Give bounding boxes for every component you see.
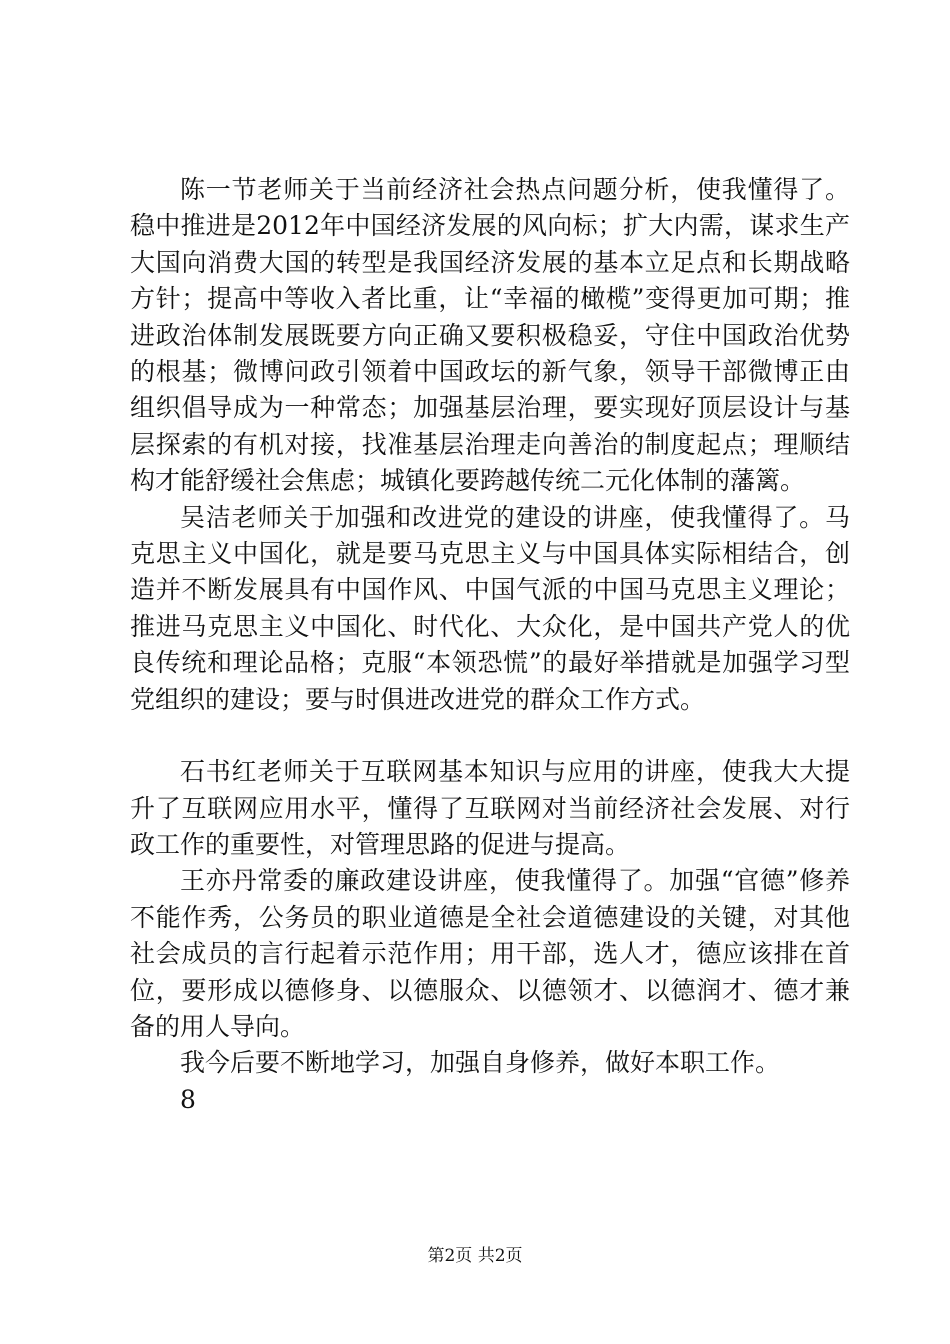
paragraph-wang-yidan: 王亦丹常委的廉政建设讲座，使我懂得了。加强“官德”修养不能作秀，公务员的职业道德是全社会道德建设的关键，对其他社会成员的言行起着示范作用；用干部，选人才，德应该排在首位，要形成以德修身、以德服众、以德领才、以德润才、德才兼备的用人导向。	[130, 866, 850, 1041]
page-footer: 第2页 共2页	[427, 1246, 523, 1266]
document-body	[130, 172, 850, 1118]
paragraph-wu-jie: 吴洁老师关于加强和改进党的建设的讲座，使我懂得了。马克思主义中国化，就是要马克思主义与中国具体实际相结合，创造并不断发展具有中国作风、中国气派的中国马克思主义理论；推进马克思主义中国化、时代化、大众化，是中国共产党人的优良传统和理论品格；克服“本领恐慌”的最好举措就是加强学习型党组织的建设；要与时俱进改进党的群众工作方式。	[130, 502, 850, 714]
paragraph-shi-shuhong: 石书红老师关于互联网基本知识与应用的讲座，使我大大提升了互联网应用水平，懂得了互联网对当前经济社会发展、对行政工作的重要性，对管理思路的促进与提高。	[130, 757, 850, 859]
paragraph-chen-yijie: 陈一节老师关于当前经济社会热点问题分析，使我懂得了。稳中推进是2012年中国经济发展的风向标；扩大内需，谋求生产大国向消费大国的转型是我国经济发展的基本立足点和长期战略方针；提高中等收入者比重，让“幸福的橄榄”变得更加可期；推进政治体制发展既要方向正确又要积极稳妥，守住中国政治优势的根基；微博问政引领着中国政坛的新气象，领导干部微博正由组织倡导成为一种常态；加强基层治理，要实现好顶层设计与基层探索的有机对接，找准基层治理走向善治的制度起点；理顺结构才能舒缓社会焦虑；城镇化要跨越传统二元化体制的藩篱。	[130, 175, 850, 496]
trailing-number: 8	[180, 1084, 196, 1114]
paragraph-closing: 我今后要不断地学习，加强自身修养，做好本职工作。	[180, 1048, 781, 1078]
